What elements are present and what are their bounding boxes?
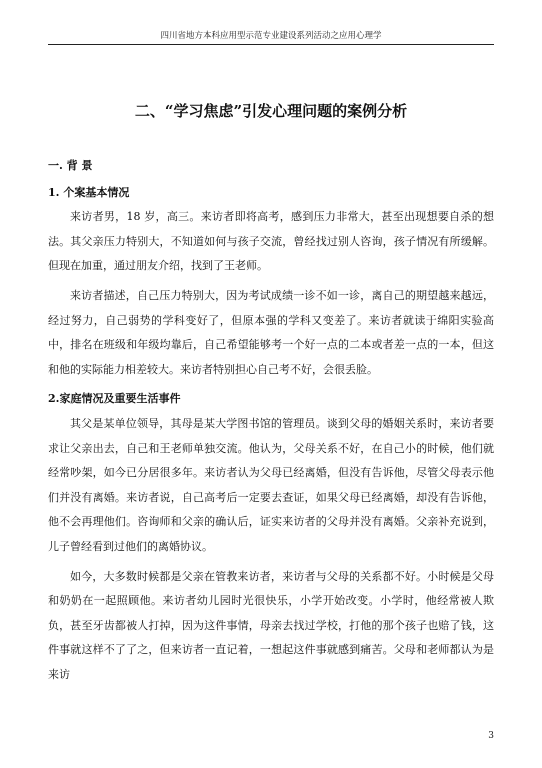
header-divider	[48, 44, 494, 45]
section-heading: 一. 背 景	[48, 159, 93, 172]
running-header: 四川省地方本科应用型示范专业建设系列活动之应用心理学	[160, 31, 382, 41]
paragraph: 如今，大多数时候都是父亲在管教来访者，来访者与父母的关系都不好。小时候是父母和奶奶在一起照顾他。来访者幼儿园时光很快乐，小学开始改变。小学时，他经常被人欺负，甚至牙齿都被人打掉，因为这件事情，母亲去找过学校，打他的那个孩子也赔了钱，这件事就这样不了了之，但来访者一直记着，一想起这件事就感到痛苦。父母和老师都认为是来访	[48, 569, 494, 681]
subsection-heading-1: 1. 个案基本情况	[48, 185, 130, 199]
paragraph: 来访者描述，自己压力特别大，因为考试成绩一诊不如一诊，离自己的期望越来越远，经过努力，自己弱势的学科变好了，但原本强的学科又变差了。来访者就读于绵阳实验高中，排名在班级和年级均靠后，自己希望能够考一个好一点的二本或者差一点的一本，但这和他的实际能力相差较大。来访者特别担心自己考不好，会很丢脸。	[48, 288, 494, 376]
document-body	[48, 154, 494, 687]
paragraph: 来访者男，18 岁，高三。来访者即将高考，感到压力非常大，甚至出现想要自杀的想法。其父亲压力特别大，不知道如何与孩子交流，曾经找过别人咨询，孩子情况有所缓解。但现在加重，通过朋友介绍，找到了王老师。	[48, 210, 494, 273]
subsection-heading-2: 2.家庭情况及重要生活事件	[48, 392, 181, 406]
paragraph: 其父是某单位领导，其母是某大学图书馆的管理员。谈到父母的婚姻关系时，来访者要求让父亲出去，自己和王老师单独交流。他认为，父母关系不好，在自己小的时候，他们就经常吵架，如今已分居很多年。来访者认为父母已经离婚，但没有告诉他，尽管父母表示他们并没有离婚。来访者说，自己高考后一定要去查证，如果父母已经离婚，却没有告诉他，他不会再理他们。咨询师和父亲的确认后，证实来访者的父母并没有离婚。父亲补充说到，儿子曾经看到过他们的离婚协议。	[48, 416, 494, 553]
page-number: 3	[488, 731, 494, 741]
page-title: 二、“学习焦虑”引发心理问题的案例分析	[134, 102, 408, 120]
